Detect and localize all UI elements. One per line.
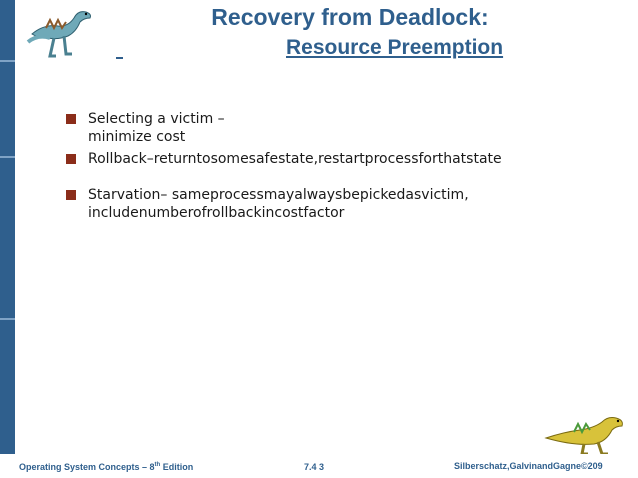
bullet-text: Selecting a victim – — [88, 111, 225, 127]
bullet-text: Starvation– sameprocessmayalwaysbepickedasvictim, — [88, 187, 469, 203]
footer-book-text: Operating System Concepts – 8 — [19, 462, 155, 472]
slide-subtitle: Resource Preemption — [286, 36, 504, 59]
bullet-item — [66, 110, 586, 146]
title-underline-fragment — [116, 57, 123, 59]
footer-book-title — [19, 462, 193, 472]
bar-divider — [0, 318, 15, 320]
bullet-text: Rollback–returntosomesafestate,restartprocessforthatstate — [88, 151, 502, 167]
footer-authors: Silberschatz,GalvinandGagne©209 — [454, 461, 603, 471]
bullet-text: includenumberofrollbackincostfactor — [88, 205, 345, 221]
bullet-square-icon — [66, 190, 76, 200]
footer-edition-sup: th — [154, 462, 161, 468]
footer-edition-text: Edition — [162, 462, 194, 472]
bullet-item — [66, 150, 586, 168]
bullet-item — [66, 186, 586, 222]
bullet-square-icon — [66, 154, 76, 164]
page-number: 7.4 3 — [304, 462, 325, 472]
left-accent-bar — [0, 0, 15, 478]
bullet-text: minimize cost — [88, 129, 186, 145]
slide-title: Recovery from Deadlock: — [211, 4, 489, 30]
bullet-list — [66, 110, 586, 222]
bar-divider — [0, 156, 15, 158]
bullet-square-icon — [66, 114, 76, 124]
dinosaur-icon — [24, 4, 98, 67]
bar-divider — [0, 60, 15, 62]
